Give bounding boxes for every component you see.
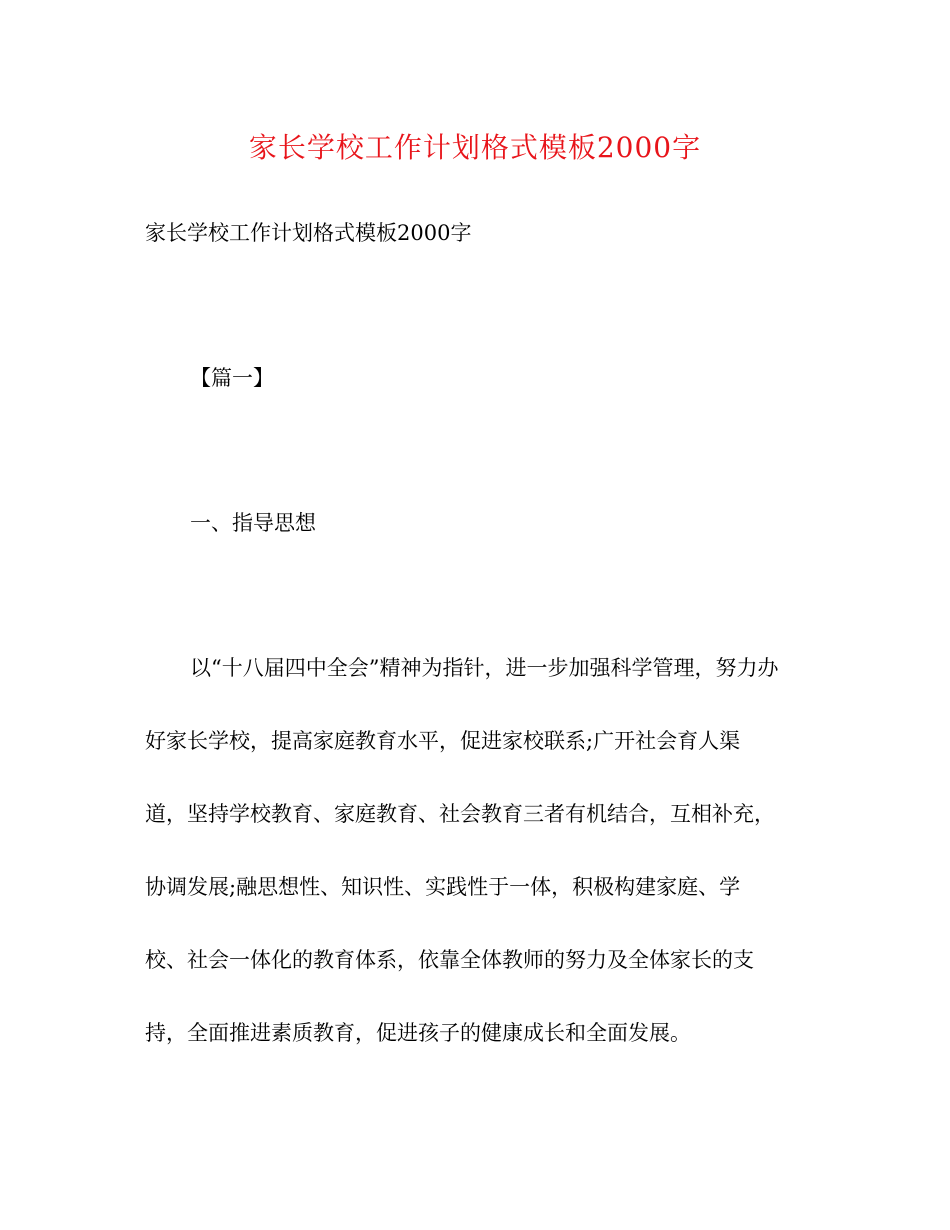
paragraph-line: 协调发展;融思想性、知识性、实践性于一体，积极构建家庭、学 [145, 875, 741, 899]
section-marker: 【篇一】 [190, 366, 274, 390]
section-heading: 一、指导思想 [190, 511, 316, 535]
paragraph-line: 以“十八届四中全会”精神为指针，进一步加强科学管理，努力办 [190, 656, 779, 680]
paragraph-line: 道，坚持学校教育、家庭教育、社会教育三者有机结合，互相补充， [145, 802, 775, 826]
document-title: 家长学校工作计划格式模板2000字 [248, 131, 702, 164]
paragraph-line: 持，全面推进素质教育，促进孩子的健康成长和全面发展。 [145, 1021, 691, 1045]
paragraph-line: 校、社会一体化的教育体系，依靠全体教师的努力及全体家长的支 [145, 948, 754, 972]
paragraph-line: 好家长学校，提高家庭教育水平，促进家校联系;广开社会育人渠 [145, 729, 741, 753]
document-subtitle: 家长学校工作计划格式模板2000字 [145, 221, 472, 245]
